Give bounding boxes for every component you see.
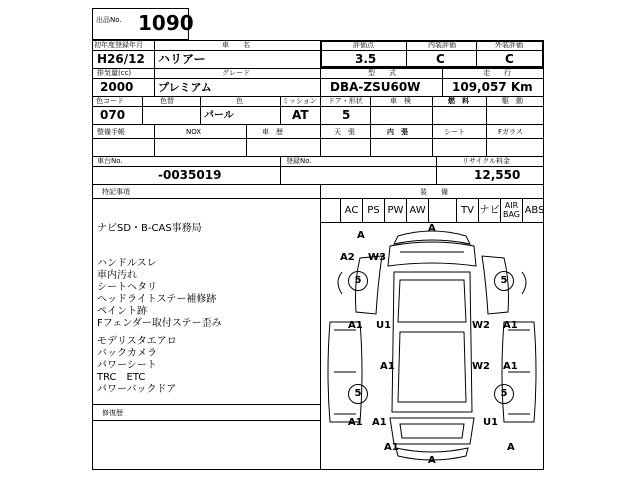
score-label: 評価点 <box>353 41 374 49</box>
repair-label: 修復歴 <box>102 409 123 417</box>
manual-label: 整備手帳 <box>97 128 125 136</box>
history-label: 車 歴 <box>262 128 283 136</box>
equipment-cell: TV <box>456 198 478 222</box>
damage-code: A1 <box>384 442 399 453</box>
damage-code: W3 <box>368 252 386 263</box>
car-label: 車 名 <box>222 41 250 49</box>
grade-value: プレミアム <box>158 81 212 94</box>
mission-value: AT <box>292 108 309 122</box>
damage-code: W2 <box>472 320 490 331</box>
mission-label: ミッション <box>282 97 317 105</box>
damage-code: U1 <box>483 417 499 428</box>
recycle-value: 12,550 <box>474 168 521 182</box>
damage-code: W2 <box>472 361 490 372</box>
note-line: パワーシート <box>97 360 157 371</box>
year-value: H26/12 <box>97 52 145 66</box>
notes-group2 <box>97 258 222 330</box>
notes-group3 <box>97 336 177 396</box>
equipment-cell: AIR BAG <box>500 198 522 222</box>
damage-code: A1 <box>503 320 518 331</box>
note-line: 車内汚れ <box>97 270 137 281</box>
damage-code: U1 <box>376 320 392 331</box>
equipment-cell: ABS <box>522 198 546 222</box>
fuel-label: 燃 料 <box>448 97 469 105</box>
exterior-eval-value: C <box>505 52 514 66</box>
condition-circle: 5 <box>348 271 368 291</box>
equipment-cell: AC <box>340 198 362 222</box>
glass-label: Fガラス <box>498 128 523 136</box>
interior-eval-value: C <box>436 52 445 66</box>
equipment-cell: PW <box>384 198 406 222</box>
inspection-label: 車 検 <box>390 97 411 105</box>
grade-label: グレード <box>222 69 250 77</box>
mileage-label: 走 行 <box>483 69 511 77</box>
color-value: パール <box>204 110 234 121</box>
year-label: 初年度登録年月 <box>94 41 143 49</box>
damage-code: A <box>357 230 365 241</box>
equipment-cell <box>428 198 456 222</box>
equipment-cell: PS <box>362 198 384 222</box>
reg-label: 登録No. <box>286 157 312 165</box>
nox-label: NOX <box>186 128 202 136</box>
note-line: TRC ETC <box>97 372 146 383</box>
roof-label: 天 張 <box>334 128 355 136</box>
note-line: ハンドルスレ <box>97 258 157 269</box>
seat-label: シート <box>444 128 465 136</box>
damage-code: A1 <box>372 417 387 428</box>
condition-circle: 5 <box>494 271 514 291</box>
note-line: Fフェンダー取付ステー歪み <box>97 318 222 329</box>
color-code-label: 色コード <box>96 97 124 105</box>
note-line: パワーバックドア <box>97 384 177 395</box>
lot-number: 1090 <box>138 11 194 35</box>
model-value: DBA-ZSU60W <box>330 80 421 94</box>
doors-label: ドア・形状 <box>328 97 363 105</box>
note-line: ヘッドライトステー補修跡 <box>97 294 217 305</box>
note-line: シートヘタリ <box>97 282 157 293</box>
cc-label: 排気量(cc) <box>97 69 132 77</box>
doors-value: 5 <box>342 108 351 122</box>
score-value: 3.5 <box>355 52 377 66</box>
lot-label: 出品No. <box>96 16 122 24</box>
note-line: バックカメラ <box>97 348 157 359</box>
chassis-value: -0035019 <box>158 168 222 182</box>
damage-code: A1 <box>348 320 363 331</box>
damage-code: A2 <box>340 252 355 263</box>
equipment-row <box>340 198 544 222</box>
equipment-cell: AW <box>406 198 428 222</box>
color-code-value: 070 <box>100 108 126 122</box>
color-label: 色 <box>236 97 243 105</box>
notes-header: 特記事項 <box>102 188 130 196</box>
exterior-eval-label: 外装評価 <box>495 41 523 49</box>
note-line: モデリスタエアロ <box>97 336 177 347</box>
damage-code: A <box>507 442 515 453</box>
damage-code: A1 <box>503 361 518 372</box>
interior-eval-label: 内装評価 <box>428 41 456 49</box>
model-label: 型 式 <box>368 69 396 77</box>
interior-trim-label: 内 張 <box>387 128 408 136</box>
mileage-value: 109,057 Km <box>452 80 533 94</box>
damage-code: A <box>428 455 436 466</box>
drive-label: 駆 動 <box>502 97 523 105</box>
recycle-label: リサイクル料金 <box>462 157 511 165</box>
condition-circle: 5 <box>494 384 514 404</box>
chassis-label: 車台No. <box>97 157 123 165</box>
cc-value: 2000 <box>100 80 134 94</box>
note-line: ペイント跡 <box>97 306 147 317</box>
equipment-cell: ナビ <box>478 198 500 222</box>
note-line1: ナビSD・B-CAS事務局 <box>97 223 202 234</box>
damage-code: A1 <box>348 417 363 428</box>
condition-circle: 5 <box>348 384 368 404</box>
equipment-header: 装 備 <box>420 188 448 196</box>
car-value: ハリアー <box>158 52 206 66</box>
color-change-label: 色替 <box>160 97 174 105</box>
damage-code: A <box>428 223 436 234</box>
damage-code: A1 <box>380 361 395 372</box>
